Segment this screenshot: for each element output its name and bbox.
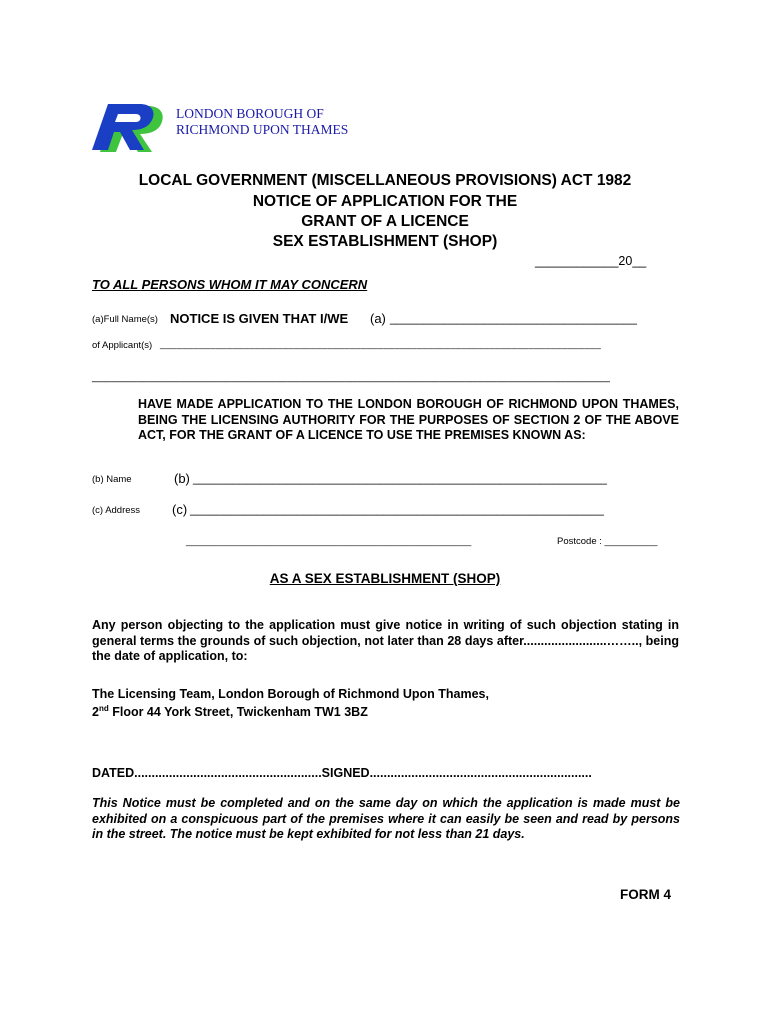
to-all-persons: TO ALL PERSONS WHOM IT MAY CONCERN: [92, 277, 368, 292]
applicant-extra-line[interactable]: __________________________________________________________________________________: [92, 371, 611, 383]
exhibit-notice-text: This Notice must be completed and on the same day on which the application is made must be exhibited on a conspicuous part of the premises where it can easily be seen and read by persons in the street. The notice must be kept exhibited for not less than 21 days.: [92, 796, 680, 841]
borough-logo-icon: [90, 100, 176, 156]
floor-suffix: nd: [98, 704, 109, 713]
floor-number: 2: [92, 705, 99, 720]
floor-rest: Floor 44 York Street, Twickenham TW1 3BZ: [108, 705, 368, 720]
logo-line-2: RICHMOND UPON THAMES: [176, 122, 349, 137]
applicant-name-field[interactable]: _____________________________________: [390, 311, 637, 325]
marker-a: (a): [370, 311, 386, 326]
marker-c: (c): [172, 502, 188, 517]
full-name-label: (a)Full Name(s): [92, 314, 158, 325]
marker-b: (b): [174, 471, 190, 486]
name-label: (b) Name: [92, 474, 132, 485]
applicant-address-field[interactable]: _______________________________________________________________________________: [160, 339, 602, 350]
heading-notice: NOTICE OF APPLICATION FOR THE: [252, 193, 518, 210]
dated-signed-line[interactable]: DATED......................................................SIGNED................................................................: [92, 766, 592, 780]
logo-line-1: LONDON BOROUGH OF: [176, 106, 324, 121]
objection-text: Any person objecting to the application must give notice in writing of such objection stating in general terms the grounds of such objection, not later than 28 days after........................…….., being the date of application, to:: [92, 618, 679, 663]
date-line[interactable]: ____________20__: [535, 254, 647, 268]
premises-address-field[interactable]: ______________________________________________________________: [190, 502, 604, 516]
of-applicant-label: of Applicant(s): [92, 340, 153, 351]
form-number: FORM 4: [620, 887, 672, 902]
heading-act: LOCAL GOVERNMENT (MISCELLANEOUS PROVISIONS) ACT 1982: [138, 172, 632, 189]
made-application-text: HAVE MADE APPLICATION TO THE LONDON BOROUGH OF RICHMOND UPON THAMES, BEING THE LICENSING AUTHORITY FOR THE PURPOSES OF SECTION 2 OF THE ABOVE ACT, FOR THE GRANT OF A LICENCE TO USE THE PREMISES KNOWN AS:: [138, 397, 679, 442]
postcode-field[interactable]: Postcode : __________: [557, 536, 658, 547]
premises-name-field[interactable]: ______________________________________________________________: [193, 471, 607, 485]
as-a-sex-establishment: AS A SEX ESTABLISHMENT (SHOP): [269, 571, 501, 586]
notice-given-text: NOTICE IS GIVEN THAT I/WE: [170, 311, 349, 326]
heading-grant: GRANT OF A LICENCE: [301, 213, 469, 230]
address-label: (c) Address: [92, 505, 141, 516]
licensing-team-address-1: The Licensing Team, London Borough of Richmond Upon Thames,: [92, 687, 489, 701]
borough-logo: [90, 100, 380, 156]
licensing-team-address-2: [92, 704, 368, 719]
heading-establishment: SEX ESTABLISHMENT (SHOP): [272, 233, 498, 250]
premises-address-line-2[interactable]: ______________________________________________________: [186, 536, 472, 547]
